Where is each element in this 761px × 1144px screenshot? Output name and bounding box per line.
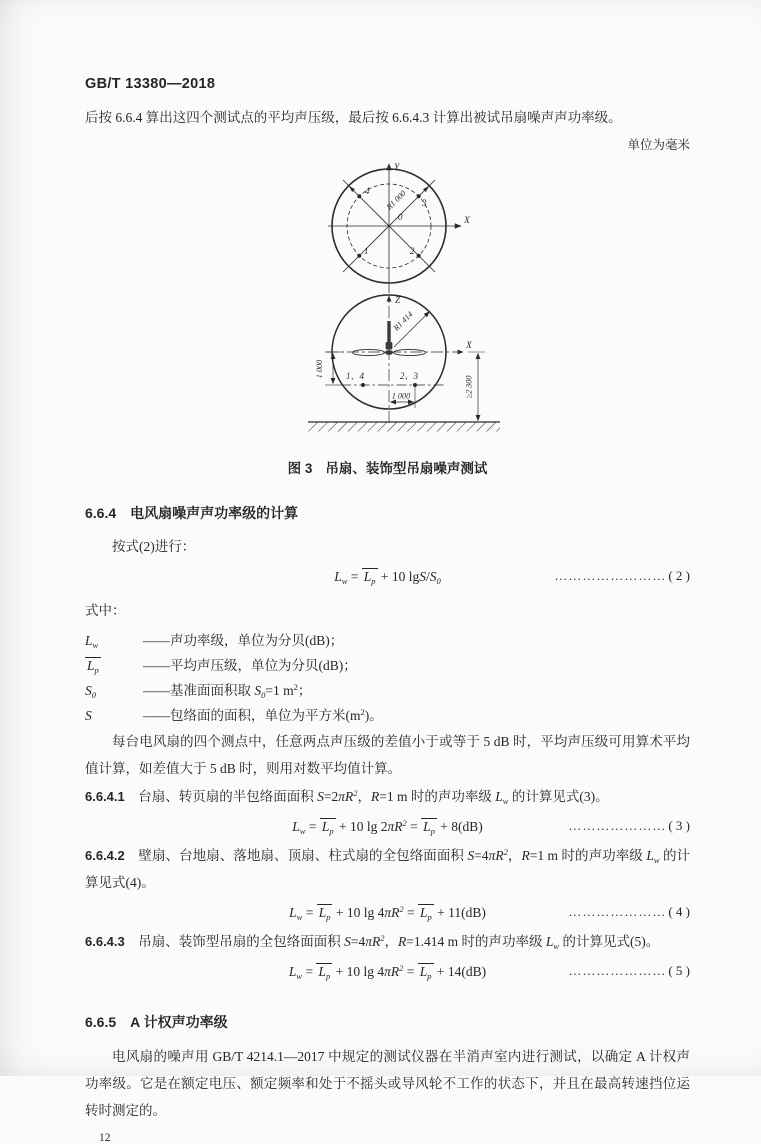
equation-5-leader: ………………… <box>568 963 667 978</box>
equation-2 <box>85 561 690 591</box>
equation-4-leader: ………………… <box>568 904 667 919</box>
x-axis-label: X <box>463 216 470 226</box>
test-point-3-dot <box>416 194 420 198</box>
z-axis-label: Z <box>394 296 400 306</box>
test-point-4-dot <box>357 194 361 198</box>
equation-3 <box>85 811 690 841</box>
equation-2-math: $L_w = L_p + 10$ lgS/$S_0$ <box>334 568 441 586</box>
equation-2-number: ( 2 ) <box>668 568 690 583</box>
points-14-label: 1、4 <box>345 371 364 381</box>
standard-number-header: GB/T 13380—2018 <box>85 76 216 92</box>
equation-5-math: $L_w = L_p + 10$ $\lg 4\pi R^2 = L_p + 14(dB)$ <box>288 962 487 981</box>
dim-bottom-label: 1 000 <box>391 391 410 401</box>
point-1-label: 1 <box>363 246 368 256</box>
radius-1000-label: R1 000 <box>384 188 408 212</box>
definition-lp: ——平均声压级，单位为分贝(dB)； <box>143 658 357 673</box>
a-weighted-paragraph: 电风扇的噪声用 GB/T 4214.1—2017 中规定的测试仪器在半消声室内进行测试，以确定 A 计权声功率级。它是在额定电压、额定频率和处于不摇头或导风轮不工作的状态下，并且在最高转速挡位运转时测定的。 <box>85 1049 690 1118</box>
symbol-lp: $L_p$ <box>87 658 99 675</box>
definition-row <box>85 653 690 678</box>
equation-2-leader: …………………… <box>554 568 667 583</box>
section-number: 6.6.5 <box>85 1014 117 1030</box>
section-title: 电风扇噪声声功率级的计算 <box>130 505 299 521</box>
symbol-s: S <box>85 708 92 723</box>
equation-3-math: $L_w = L_p + 10$ $\lg 2\pi R^2 = L_p + 8(dB)$ <box>292 817 483 836</box>
page-number: 12 <box>99 1132 111 1144</box>
section-number: 6.6.4 <box>85 505 117 521</box>
symbol-definitions <box>85 628 690 728</box>
definition-row <box>85 678 690 703</box>
section-6-6-4-1: 6.6.4.1 台扇、转页扇的半包络面面积 $S=2\pi R^2$，R=1 m 时的声功率级 $L_w$ 的计算见式(3)。 <box>85 788 609 806</box>
test-point-23-dot <box>413 383 417 387</box>
lead-in-text: 按式(2)进行： <box>112 539 196 554</box>
y-axis-label: Y <box>393 163 399 173</box>
top-view-diagram <box>328 163 471 293</box>
definition-row <box>85 628 690 653</box>
section-heading-6-6-4 <box>85 503 690 523</box>
equation-5 <box>85 956 690 986</box>
section-heading-6-6-5 <box>85 1012 690 1032</box>
test-point-1-dot <box>357 254 361 258</box>
test-point-14-dot <box>361 383 365 387</box>
equation-5-number: ( 5 ) <box>668 963 690 978</box>
definition-lw: ——声功率级，单位为分贝(dB)； <box>143 633 344 648</box>
equation-3-leader: ………………… <box>568 818 667 833</box>
radius-1414-label: R1 414 <box>391 309 415 333</box>
section-6-6-4-2: 6.6.4.2 壁扇、台地扇、落地扇、顶扇、柱式扇的全包络面面积 $S=4\pi R^2$，R=1 m 时的声功率级 $L_w$ 的计算见式(4)。 <box>85 847 691 890</box>
equation-4-number: ( 4 ) <box>668 904 690 919</box>
center-label: 0 <box>397 212 402 222</box>
x-axis-side-label: X <box>465 341 472 351</box>
side-view-diagram <box>308 295 500 432</box>
fan-noise-test-diagram <box>238 155 538 445</box>
averaging-paragraph: 每台电风扇的四个测点中，任意两点声压级的差值小于或等于 5 dB 时，平均声压级可用算术平均值计算，如差值大于 5 dB 时，则用对数平均值计算。 <box>85 734 690 776</box>
equation-4-math: $L_w = L_p + 10$ $\lg 4\pi R^2 = L_p + 11(dB)$ <box>289 903 486 922</box>
figure-caption-title: 吊扇、装饰型吊扇噪声测试 <box>325 461 488 476</box>
section-6-6-4-3: 6.6.4.3 吊扇、装饰型吊扇的全包络面面积 $S=4\pi R^2$，R=1.414 m 时的声功率级 $L_w$ 的计算见式(5)。 <box>85 933 660 951</box>
figure-3 <box>238 155 538 450</box>
test-point-2-dot <box>416 254 420 258</box>
definition-s0: ——基准面面积取 $S_0=1$ $m^2$； <box>143 682 312 700</box>
where-label: 式中： <box>85 603 126 618</box>
symbol-lw: $L_w$ <box>85 633 99 650</box>
ground-hatching <box>308 423 500 432</box>
point-3-label: 3 <box>421 198 426 208</box>
dim-height-label: ≥2 300 <box>464 375 473 399</box>
intro-paragraph: 后按 6.6.4 算出这四个测试点的平均声压级，最后按 6.6.4.3 计算出被试吊扇噪声声功率级。 <box>85 110 622 125</box>
point-2-label: 2 <box>409 246 414 256</box>
figure-caption <box>85 457 690 477</box>
symbol-s0: $S_0$ <box>85 683 96 700</box>
unit-note: 单位为毫米 <box>627 138 690 152</box>
point-4-label: 4 <box>364 186 369 196</box>
figure-caption-label: 图 3 <box>287 461 313 476</box>
definition-s: ——包络面的面积，单位为平方米$(m^2)$。 <box>143 707 383 723</box>
equation-4 <box>85 897 690 927</box>
definition-row <box>85 703 690 728</box>
equation-3-number: ( 3 ) <box>668 818 690 833</box>
points-23-label: 2、3 <box>399 371 418 381</box>
section-title: A 计权声功率级 <box>130 1014 228 1030</box>
dim-left-label: 1 000 <box>314 359 324 379</box>
